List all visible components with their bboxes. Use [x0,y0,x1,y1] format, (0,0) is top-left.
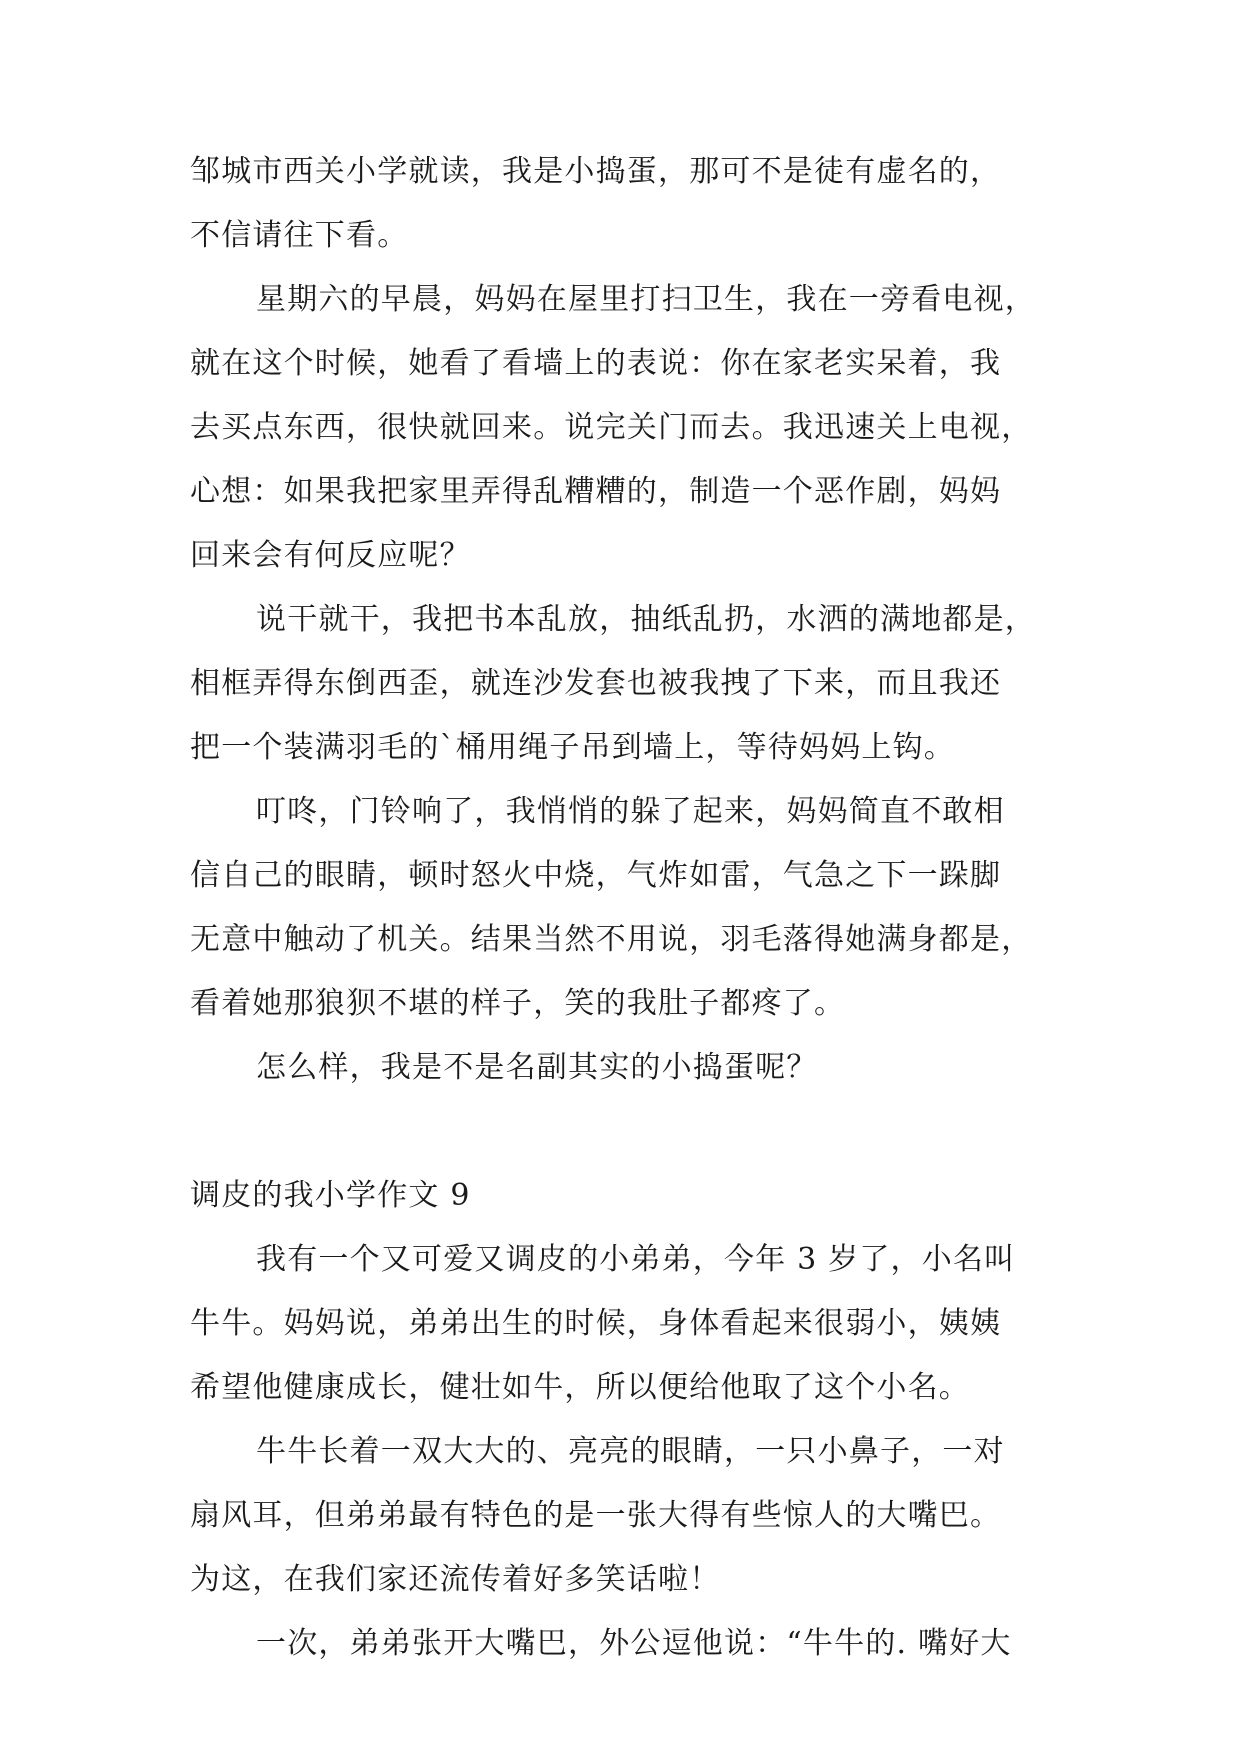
paragraph-line: 为这，在我们家还流传着好多笑话啦！ [190,1562,721,1597]
paragraph-line: 说干就干，我把书本乱放，抽纸乱扔，水洒的满地都是， [256,602,1036,637]
section-heading: 调皮的我小学作文 9 [190,1178,471,1213]
paragraph-line: 邹城市西关小学就读，我是小捣蛋，那可不是徒有虚名的， [190,154,1002,189]
paragraph-line: 一次，弟弟张开大嘴巴，外公逗他说：“牛牛的. 嘴好大 [256,1626,1012,1661]
paragraph-line: 星期六的早晨，妈妈在屋里打扫卫生，我在一旁看电视， [256,282,1036,317]
paragraph-line: 叮咚，门铃响了，我悄悄的躲了起来，妈妈简直不敢相 [256,794,1005,829]
paragraph-line: 信自己的眼睛，顿时怒火中烧，气炸如雷，气急之下一跺脚 [190,858,1002,893]
paragraph-line: 不信请往下看。 [190,218,409,253]
paragraph-line: 牛牛长着一双大大的、亮亮的眼睛，一只小鼻子，一对 [256,1434,1005,1469]
paragraph-line: 去买点东西，很快就回来。说完关门而去。我迅速关上电视， [190,410,1033,445]
paragraph-line: 希望他健康成长，健壮如牛，所以便给他取了这个小名。 [190,1370,970,1405]
paragraph-line: 牛牛。妈妈说，弟弟出生的时候，身体看起来很弱小，姨姨 [190,1306,1002,1341]
paragraph-line: 扇风耳，但弟弟最有特色的是一张大得有些惊人的大嘴巴。 [190,1498,1002,1533]
paragraph-line: 心想：如果我把家里弄得乱糟糟的，制造一个恶作剧，妈妈 [190,474,1002,509]
paragraph-line: 就在这个时候，她看了看墙上的表说：你在家老实呆着，我 [190,346,1002,381]
paragraph-line: 无意中触动了机关。结果当然不用说，羽毛落得她满身都是， [190,922,1033,957]
paragraph-line: 看着她那狼狈不堪的样子，笑的我肚子都疼了。 [190,986,846,1021]
paragraph-line: 相框弄得东倒西歪，就连沙发套也被我拽了下来，而且我还 [190,666,1002,701]
paragraph-line: 我有一个又可爱又调皮的小弟弟，今年 3 岁了，小名叫 [256,1242,1016,1277]
paragraph-line: 怎么样，我是不是名副其实的小捣蛋呢？ [256,1050,818,1085]
paragraph-line: 把一个装满羽毛的`桶用绳子吊到墙上，等待妈妈上钩。 [190,730,955,765]
paragraph-line: 回来会有何反应呢？ [190,538,471,573]
